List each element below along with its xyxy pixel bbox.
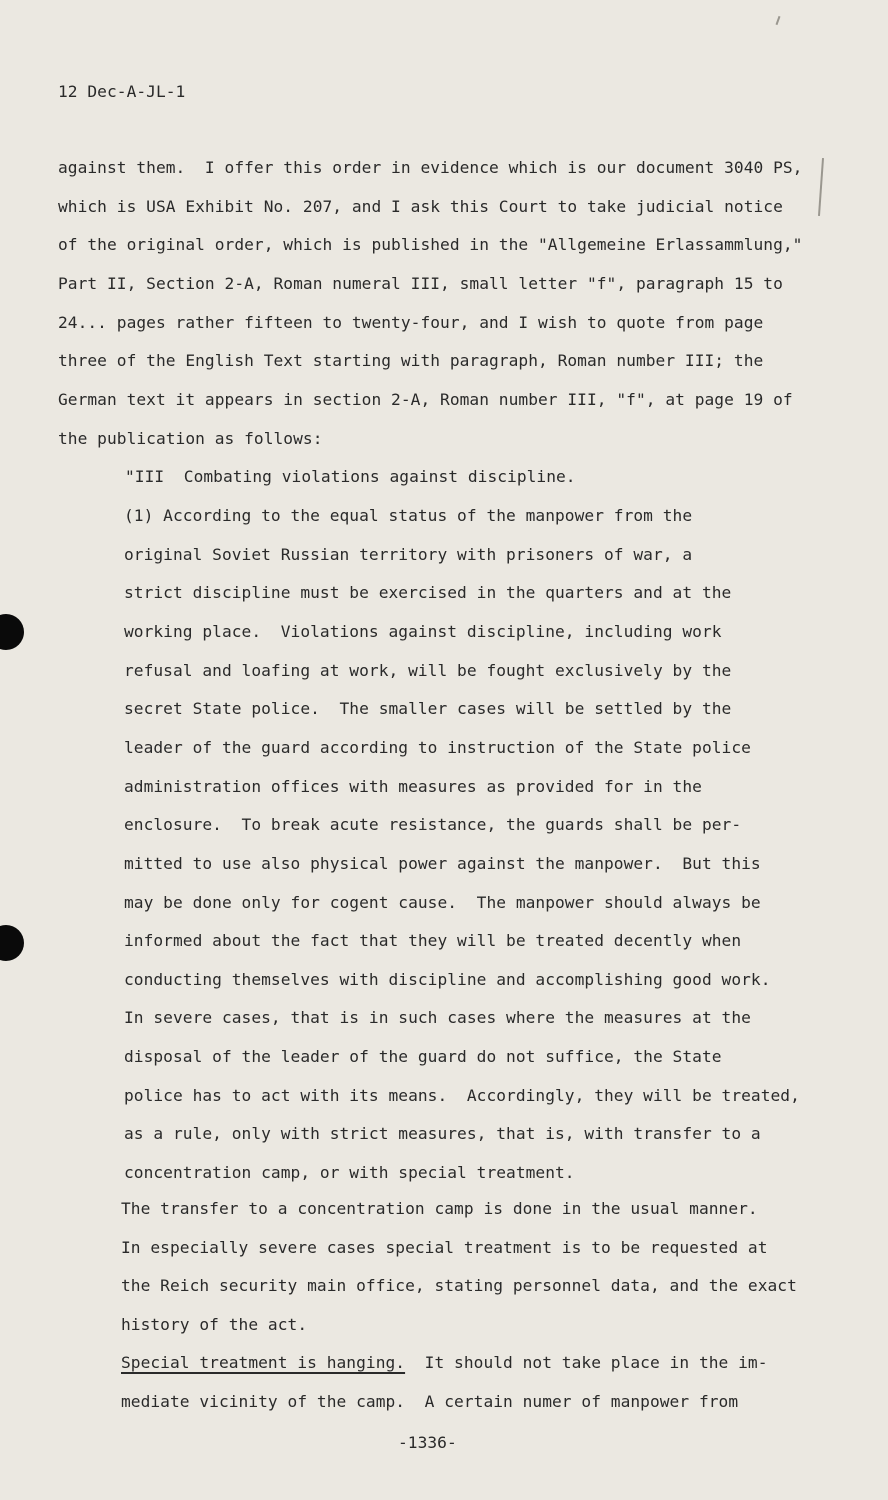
quote-line: mitted to use also physical power against the manpower. But this xyxy=(124,853,761,873)
final-line: mediate vicinity of the camp. A certain numer of manpower from xyxy=(121,1392,739,1411)
quote-line: may be done only for cogent cause. The manpower should always be xyxy=(124,892,761,912)
quote-line: administration offices with measures as provided for in the xyxy=(124,776,702,796)
paragraph-line: Part II, Section 2-A, Roman numeral III, small letter "f", paragraph 15 to xyxy=(58,273,783,293)
sentence-continuation: It should not take place in the im- xyxy=(405,1353,768,1372)
quote-line: original Soviet Russian territory with prisoners of war, a xyxy=(124,544,693,564)
quote-line: leader of the guard according to instruction of the State police xyxy=(124,737,751,757)
quote-line: refusal and loafing at work, will be fought exclusively by the xyxy=(124,660,732,680)
quote-line: concentration camp, or with special treatment. xyxy=(124,1163,575,1183)
paragraph-line: three of the English Text starting with paragraph, Roman number III; the xyxy=(58,351,764,371)
quote-line: secret State police. The smaller cases will be settled by the xyxy=(124,699,732,719)
quote-line: conducting themselves with discipline and accomplishing good work. xyxy=(124,969,771,989)
quote-line: police has to act with its means. Accordingly, they will be treated, xyxy=(124,1085,800,1105)
punch-hole xyxy=(0,925,24,961)
underlined-sentence-line xyxy=(121,1353,768,1373)
quote-line: strict discipline must be exercised in the quarters and at the xyxy=(124,583,732,603)
quote-line: as a rule, only with strict measures, that is, with transfer to a xyxy=(124,1124,761,1144)
underlined-phrase: Special treatment is hanging. xyxy=(121,1353,406,1372)
document-id: 12 Dec-A-JL-1 xyxy=(58,82,186,101)
quote-line: working place. Violations against discipline, including work xyxy=(124,621,722,641)
quote-heading: "III Combating violations against discipline. xyxy=(125,467,576,486)
quote-line: disposal of the leader of the guard do not suffice, the State xyxy=(124,1047,722,1067)
margin-pencil-mark xyxy=(776,16,781,25)
quote-line: (1) According to the equal status of the manpower from the xyxy=(124,506,693,525)
continuation-line: the Reich security main office, stating personnel data, and the exact xyxy=(121,1276,797,1296)
paragraph-line: which is USA Exhibit No. 207, and I ask this Court to take judicial notice xyxy=(58,196,783,216)
paragraph-line: the publication as follows: xyxy=(58,428,323,448)
quote-line: informed about the fact that they will be treated decently when xyxy=(124,931,742,951)
quote-line: In severe cases, that is in such cases where the measures at the xyxy=(124,1008,751,1028)
paragraph-line: German text it appears in section 2-A, Roman number III, "f", at page 19 of xyxy=(58,389,793,409)
continuation-line: The transfer to a concentration camp is done in the usual manner. xyxy=(121,1199,758,1218)
continuation-line: history of the act. xyxy=(121,1314,308,1334)
paragraph-line: 24... pages rather fifteen to twenty-four, and I wish to quote from page xyxy=(58,312,764,332)
margin-pencil-mark xyxy=(818,158,824,216)
punch-hole xyxy=(0,614,24,650)
page-number: -1336- xyxy=(398,1433,457,1452)
continuation-line: In especially severe cases special treatment is to be requested at xyxy=(121,1237,768,1257)
paragraph-line: of the original order, which is published in the "Allgemeine Erlassammlung," xyxy=(58,235,803,255)
quote-line: enclosure. To break acute resistance, the guards shall be per- xyxy=(124,815,742,835)
paragraph-line: against them. I offer this order in evidence which is our document 3040 PS, xyxy=(58,158,803,177)
